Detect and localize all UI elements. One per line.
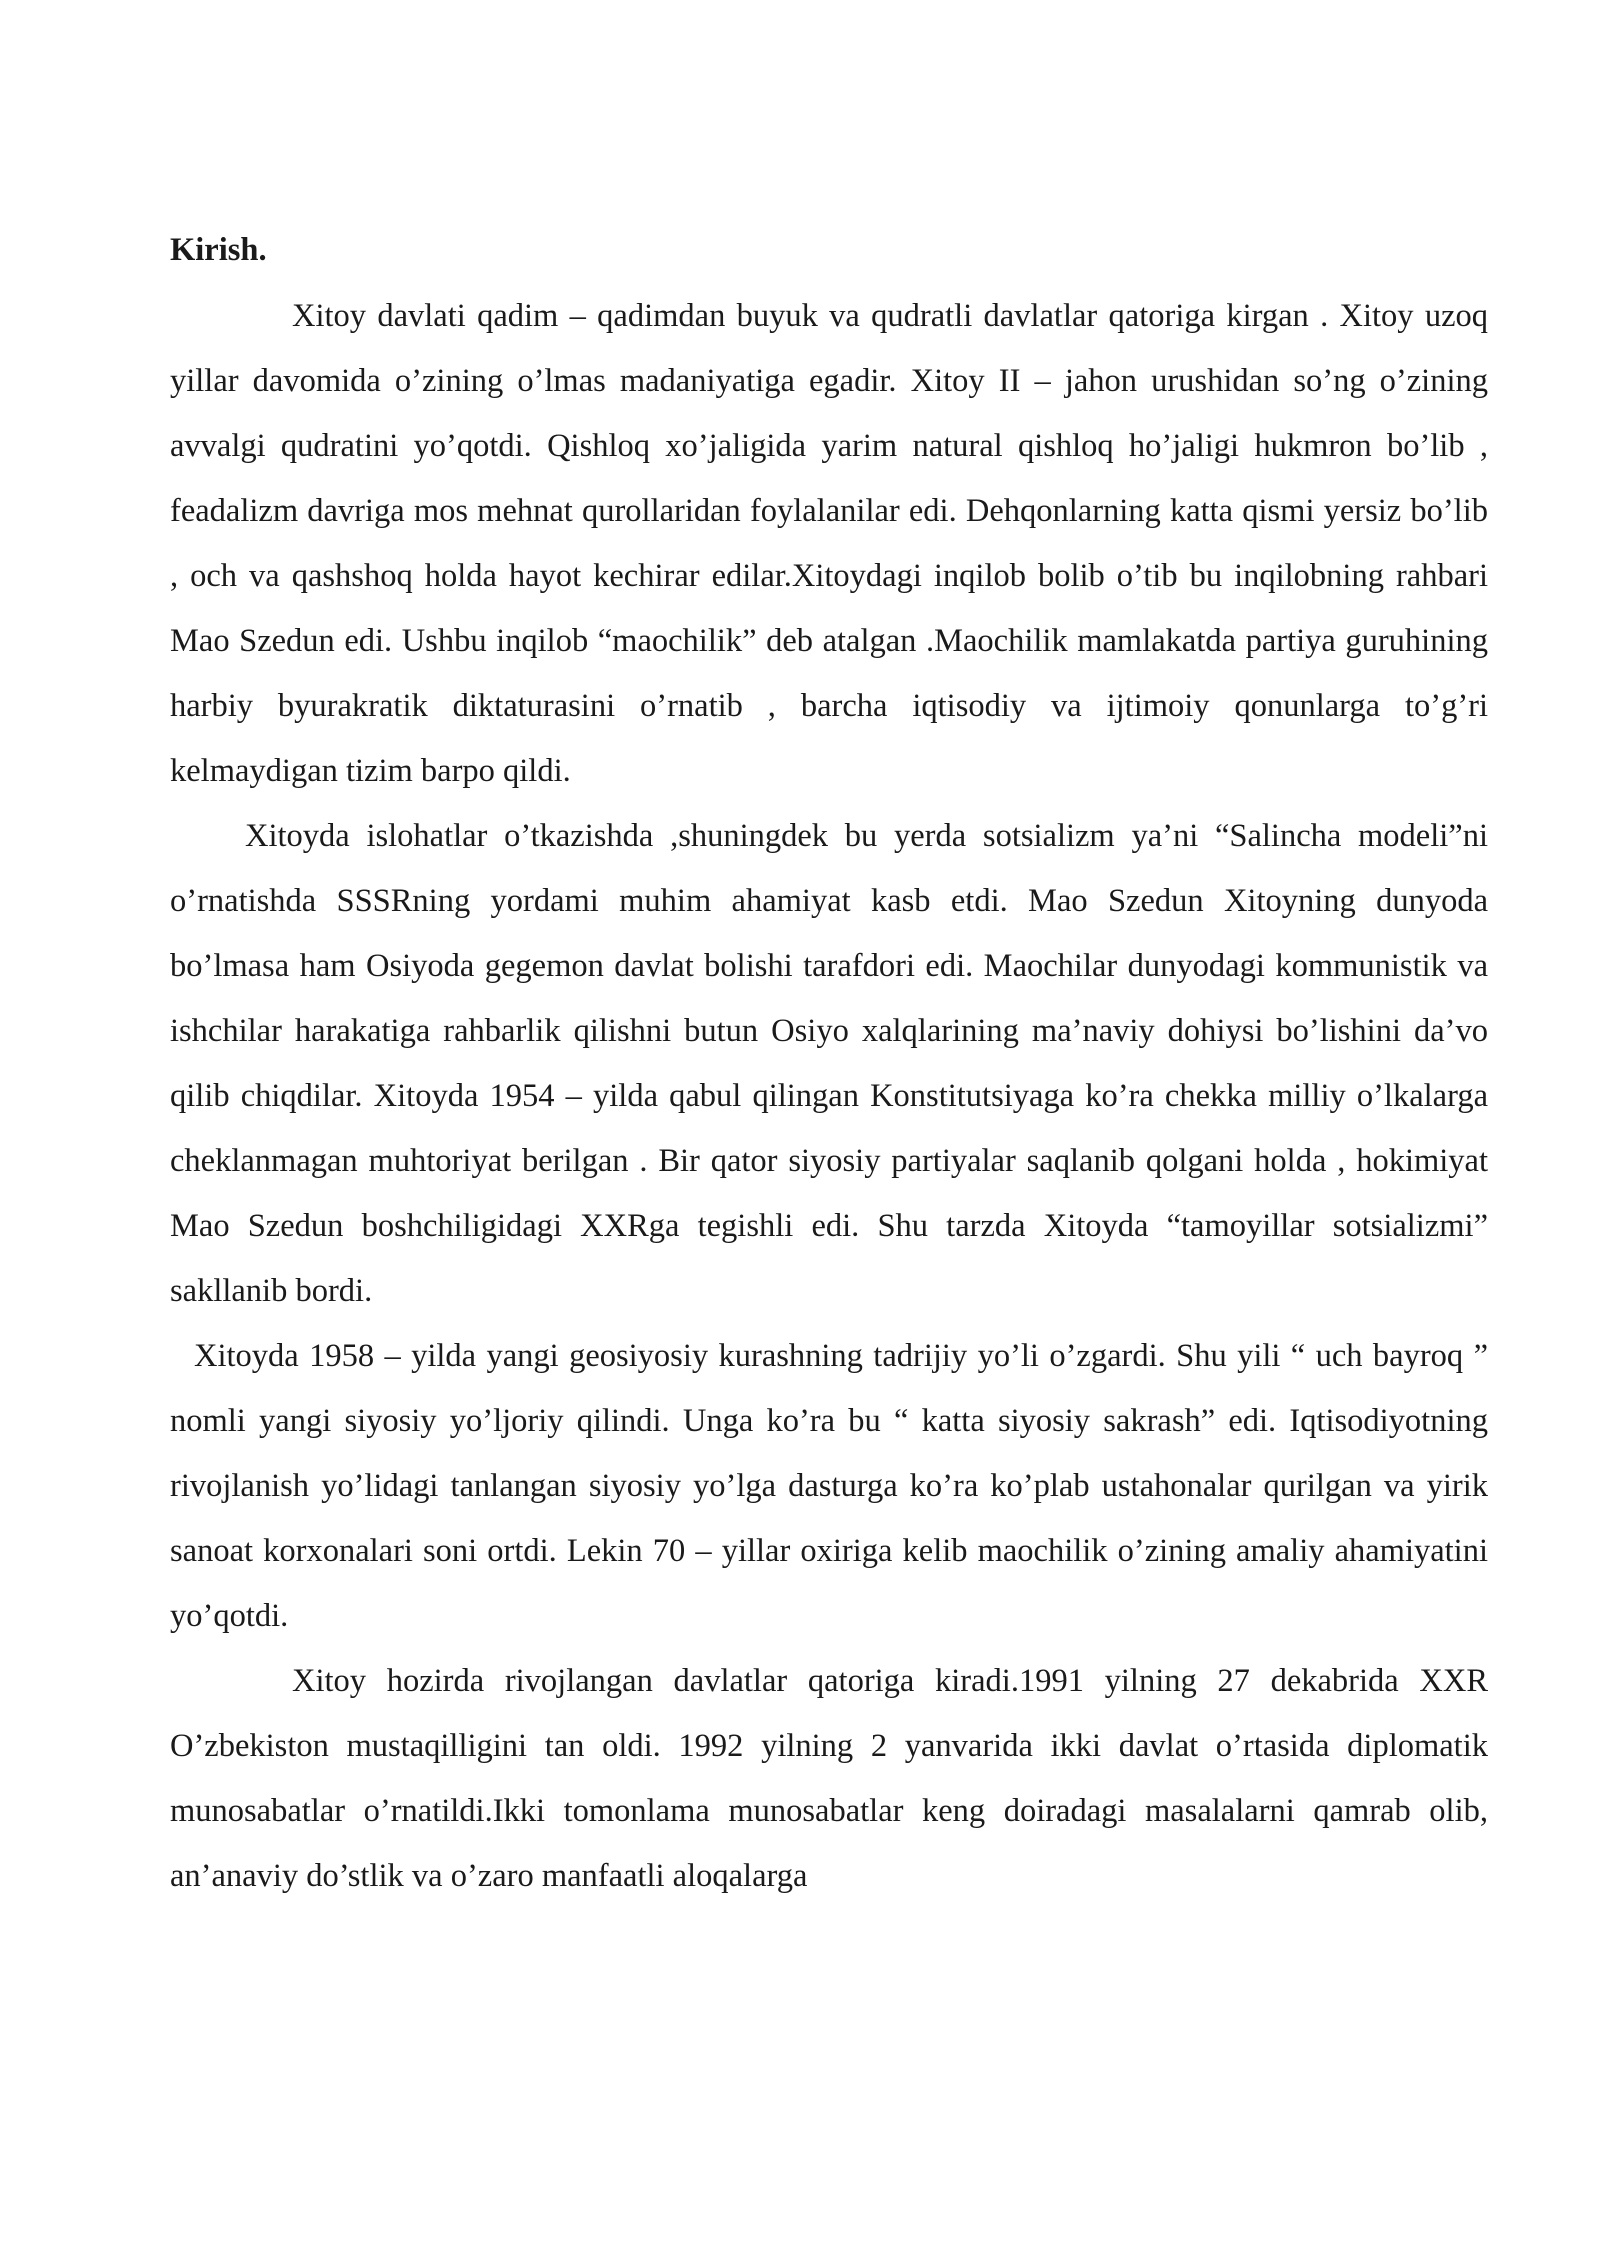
paragraph-2: Xitoyda islohatlar o’tkazishda ,shuningdek bu yerda sotsializm ya’ni “Salincha modeli”ni o’rnatishda SSSRning yordami muhim ahamiyat kasb etdi. Mao Szedun Xitoyning dunyoda bo’lmasa ham Osiyoda gegemon davlat bolishi tarafdori edi. Maochilar dunyodagi kommunistik va ishchilar harakatiga rahbarlik qilishni butun Osiyo xalqlarining ma’naviy dohiysi bo’lishini da’vo qilib chiqdilar. Xitoyda 1954 – yilda qabul qilingan Konstitutsiyaga ko’ra chekka milliy o’lkalarga cheklanmagan muhtoriyat berilgan . Bir qator siyosiy partiyalar saqlanib qolgani holda , hokimiyat Mao Szedun boshchiligidagi XXRga tegishli edi. Shu tarzda Xitoyda “tamoyillar sotsializmi” sakllanib bordi. — [170, 818, 1488, 1309]
paragraph-4: Xitoy hozirda rivojlangan davlatlar qatoriga kiradi.1991 yilning 27 dekabrida XXR O’zbekiston mustaqilligini tan oldi. 1992 yilning 2 yanvarida ikki davlat o’rtasida diplomatik munosabatlar o’rnatildi.Ikki tomonlama munosabatlar keng doiradagi masalalarni qamrab olib, an’anaviy do’stlik va o’zaro manfaatli aloqalarga — [170, 1663, 1488, 1894]
paragraph-3: Xitoyda 1958 – yilda yangi geosiyosiy kurashning tadrijiy yo’li o’zgardi. Shu yili “ uch bayroq ” nomli yangi siyosiy yo’ljoriy qilindi. Unga ko’ra bu “ katta siyosiy sakrash” edi. Iqtisodiyotning rivojlanish yo’lidagi tanlangan siyosiy yo’lga dasturga ko’ra ko’plab ustahonalar qurilgan va yirik sanoat korxonalari soni ortdi. Lekin 70 – yillar oxiriga kelib maochilik o’zining amaliy ahamiyatini yo’qotdi. — [170, 1338, 1488, 1634]
document-page — [170, 222, 1488, 1909]
section-heading: Kirish. — [170, 232, 267, 268]
paragraph-1: Xitoy davlati qadim – qadimdan buyuk va qudratli davlatlar qatoriga kirgan . Xitoy uzoq yillar davomida o’zining o’lmas madaniyatiga egadir. Xitoy II – jahon urushidan so’ng o’zining avvalgi qudratini yo’qotdi. Qishloq xo’jaligida yarim natural qishloq ho’jaligi hukmron bo’lib , feadalizm davriga mos mehnat qurollaridan foylalanilar edi. Dehqonlarning katta qismi yersiz bo’lib , och va qashshoq holda hayot kechirar edilar.Xitoydagi inqilob bolib o’tib bu inqilobning rahbari Mao Szedun edi. Ushbu inqilob “maochilik” deb atalgan .Maochilik mamlakatda partiya guruhining harbiy byurakratik diktaturasini o’rnatib , barcha iqtisodiy va ijtimoiy qonunlarga to’g’ri kelmaydigan tizim barpo qildi. — [170, 298, 1488, 789]
